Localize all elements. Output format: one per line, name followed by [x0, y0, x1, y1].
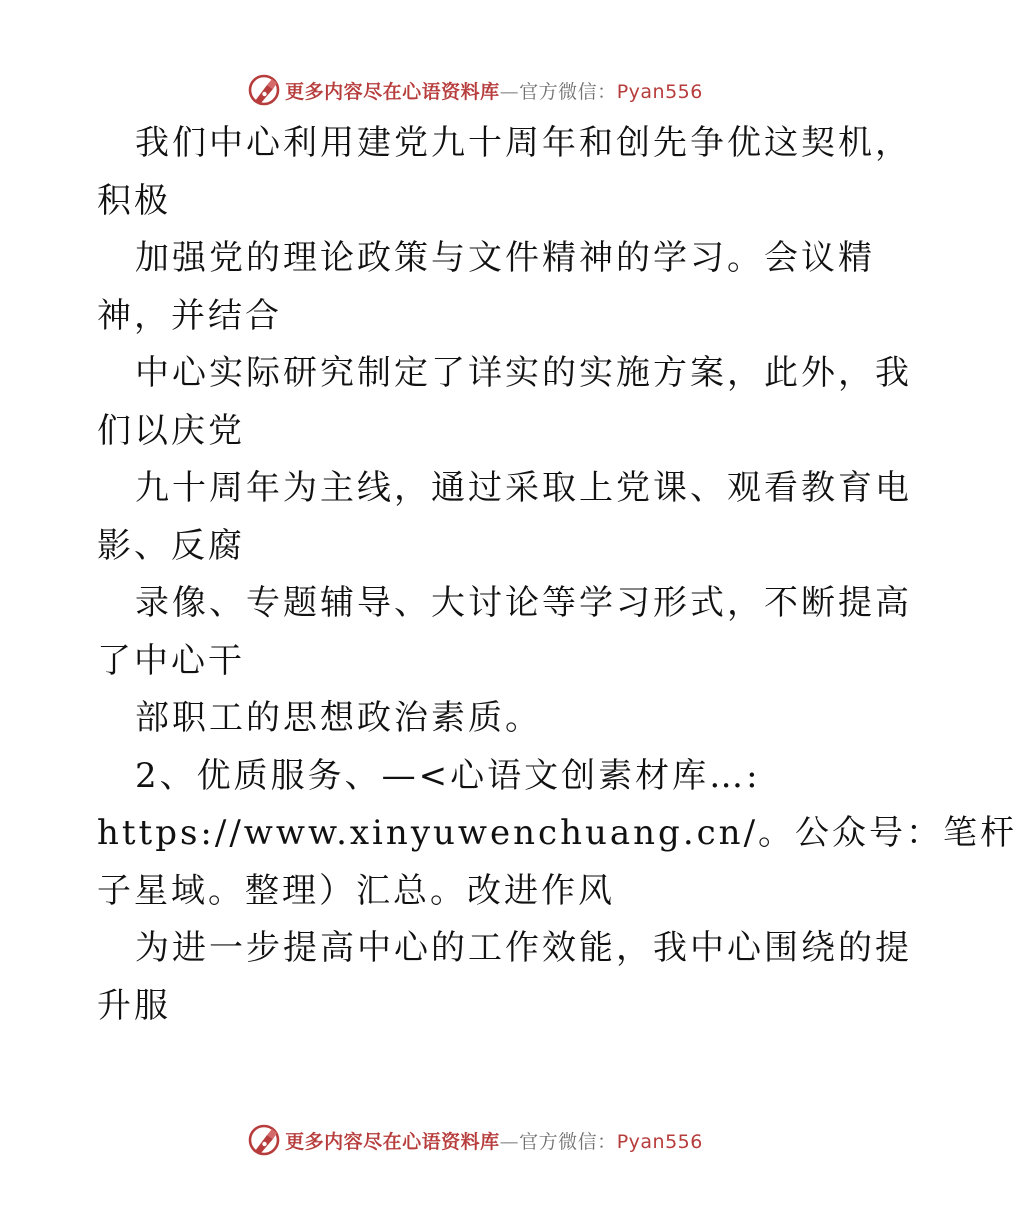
- body-line: 九十周年为主线，通过采取上党课、观看教育电: [135, 468, 912, 508]
- footer-banner-inner: [247, 1123, 703, 1157]
- body-line: 部职工的思想政治素质。: [135, 698, 542, 738]
- pen-nib-logo-icon: [247, 1123, 281, 1157]
- footer-brand-text: 更多内容尽在心语资料库: [285, 1130, 500, 1153]
- footer-banner: [0, 1120, 950, 1160]
- body-line: 们以庆党: [97, 410, 245, 451]
- body-line: 神，并结合: [97, 295, 282, 336]
- footer-wechat-id: Pyan556: [616, 1130, 703, 1153]
- pen-nib-logo-icon: [247, 73, 281, 107]
- header-wechat-id: Pyan556: [616, 80, 703, 103]
- body-line: 录像、专题辅导、大讨论等学习形式，不断提高: [135, 583, 912, 623]
- body-line: https://www.xinyuwenchuang.cn/。公众号：笔杆: [97, 813, 1017, 853]
- header-separator: —: [499, 80, 520, 103]
- body-line: 影、反腐: [97, 525, 245, 566]
- header-banner: [0, 70, 950, 110]
- body-line: 了中心干: [97, 640, 245, 681]
- header-banner-inner: [247, 73, 703, 107]
- body-line: 加强党的理论政策与文件精神的学习。会议精: [135, 238, 875, 278]
- body-line: 为进一步提高中心的工作效能，我中心围绕的提: [135, 928, 912, 968]
- header-official-label: 官方微信：: [519, 80, 617, 103]
- footer-separator: —: [499, 1130, 520, 1153]
- header-brand-text: 更多内容尽在心语资料库: [285, 80, 500, 103]
- body-line: 子星域。整理）汇总。改进作风: [97, 870, 615, 911]
- body-line: 2、优质服务、—<心语文创素材库…:: [135, 755, 761, 796]
- header-banner-text: [285, 77, 703, 104]
- footer-official-label: 官方微信：: [519, 1130, 617, 1153]
- body-line: 升服: [97, 985, 171, 1026]
- footer-banner-text: [285, 1127, 703, 1154]
- body-line: 积极: [97, 180, 171, 221]
- document-body: [97, 115, 1017, 1035]
- body-line: 我们中心利用建党九十周年和创先争优这契机，: [135, 123, 912, 163]
- body-line: 中心实际研究制定了详实的实施方案，此外，我: [135, 353, 912, 393]
